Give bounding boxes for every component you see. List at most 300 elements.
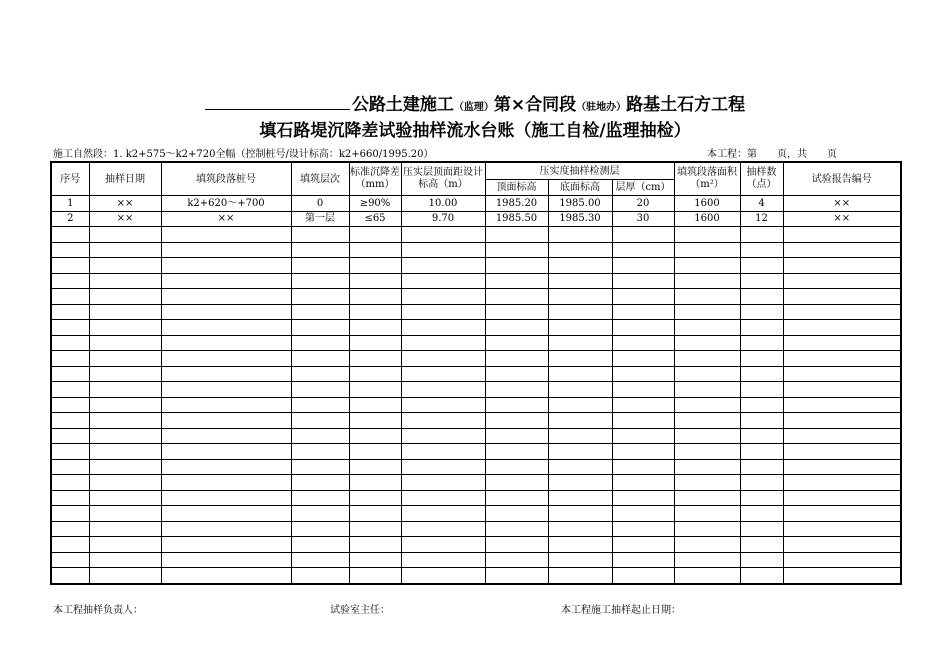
page-title-line1 xyxy=(0,90,950,115)
table-cell xyxy=(291,227,349,243)
ledger-table xyxy=(50,161,902,585)
table-row-empty xyxy=(51,304,901,320)
table-cell xyxy=(89,335,161,351)
table-cell xyxy=(89,413,161,429)
table-cell xyxy=(89,506,161,522)
table-cell xyxy=(740,227,783,243)
table-cell xyxy=(783,475,901,491)
table-row-empty xyxy=(51,382,901,398)
table-cell xyxy=(783,242,901,258)
table-row-empty xyxy=(51,397,901,413)
table-cell xyxy=(740,490,783,506)
table-cell xyxy=(291,366,349,382)
header-count: 抽样数（点） xyxy=(740,162,783,196)
table-cell: ×× xyxy=(161,211,291,227)
table-cell: 1985.30 xyxy=(548,211,612,227)
table-cell xyxy=(674,537,740,553)
table-cell xyxy=(485,475,548,491)
title-small-2: （驻地办） xyxy=(576,102,627,113)
table-cell xyxy=(89,397,161,413)
table-cell xyxy=(612,428,674,444)
table-row-empty xyxy=(51,351,901,367)
table-cell xyxy=(485,289,548,305)
title-main: 公路土建施工 xyxy=(351,95,454,115)
table-cell xyxy=(161,428,291,444)
table-cell xyxy=(740,320,783,336)
table-cell: ×× xyxy=(89,211,161,227)
table-cell xyxy=(291,428,349,444)
table-cell xyxy=(89,475,161,491)
table-cell xyxy=(161,242,291,258)
table-cell xyxy=(485,304,548,320)
table-cell xyxy=(740,444,783,460)
table-cell xyxy=(674,366,740,382)
table-cell xyxy=(161,490,291,506)
table-body xyxy=(51,196,901,584)
table-cell xyxy=(291,506,349,522)
table-cell xyxy=(51,490,89,506)
table-cell xyxy=(161,397,291,413)
table-cell xyxy=(291,397,349,413)
table-cell xyxy=(740,289,783,305)
table-cell xyxy=(485,382,548,398)
table-cell xyxy=(740,273,783,289)
table-cell xyxy=(349,273,401,289)
header-group: 压实度抽样检测层 xyxy=(485,162,674,180)
table-cell xyxy=(485,335,548,351)
table-cell xyxy=(612,413,674,429)
table-cell xyxy=(674,413,740,429)
table-cell xyxy=(612,506,674,522)
table-cell xyxy=(740,351,783,367)
table-cell xyxy=(740,475,783,491)
table-cell xyxy=(401,320,485,336)
table-cell: ≤65 xyxy=(349,211,401,227)
table-cell xyxy=(349,428,401,444)
table-cell xyxy=(740,568,783,584)
table-cell xyxy=(485,552,548,568)
table-cell xyxy=(89,428,161,444)
table-cell xyxy=(349,521,401,537)
table-cell xyxy=(291,537,349,553)
table-row xyxy=(51,211,901,227)
table-cell xyxy=(485,521,548,537)
table-cell xyxy=(485,459,548,475)
table-cell xyxy=(161,475,291,491)
table-cell xyxy=(161,351,291,367)
table-cell xyxy=(612,289,674,305)
table-cell xyxy=(612,351,674,367)
table-cell xyxy=(612,304,674,320)
table-cell xyxy=(349,490,401,506)
table-cell xyxy=(161,382,291,398)
table-cell xyxy=(161,537,291,553)
table-cell xyxy=(548,568,612,584)
table-cell xyxy=(401,227,485,243)
table-cell xyxy=(89,304,161,320)
table-cell: ×× xyxy=(783,196,901,212)
table-cell xyxy=(161,413,291,429)
table-cell xyxy=(783,444,901,460)
table-cell xyxy=(485,351,548,367)
table-cell xyxy=(349,397,401,413)
table-cell xyxy=(89,568,161,584)
table-cell xyxy=(783,537,901,553)
table-cell xyxy=(485,273,548,289)
table-row-empty xyxy=(51,568,901,584)
table-cell xyxy=(89,242,161,258)
table-cell: 20 xyxy=(612,196,674,212)
table-cell xyxy=(401,537,485,553)
table-cell xyxy=(51,382,89,398)
table-cell xyxy=(674,490,740,506)
table-cell xyxy=(89,537,161,553)
table-cell xyxy=(548,366,612,382)
table-cell xyxy=(740,413,783,429)
table-cell xyxy=(740,242,783,258)
table-cell xyxy=(291,289,349,305)
table-row-empty xyxy=(51,366,901,382)
footer-owner: 本工程抽样负责人： xyxy=(53,605,143,616)
table-row-empty xyxy=(51,428,901,444)
table-cell xyxy=(89,490,161,506)
table-cell xyxy=(548,490,612,506)
table-cell xyxy=(740,382,783,398)
table-cell xyxy=(783,397,901,413)
table-row-empty xyxy=(51,444,901,460)
table-cell xyxy=(51,289,89,305)
table-cell xyxy=(485,428,548,444)
table-cell xyxy=(349,366,401,382)
table-cell xyxy=(291,320,349,336)
table-cell xyxy=(485,490,548,506)
table-cell xyxy=(51,475,89,491)
table-cell xyxy=(548,335,612,351)
table-cell xyxy=(612,242,674,258)
table-cell xyxy=(349,413,401,429)
table-cell xyxy=(89,289,161,305)
table-cell xyxy=(161,304,291,320)
table-cell xyxy=(548,413,612,429)
table-cell xyxy=(674,304,740,320)
table-cell xyxy=(349,506,401,522)
table-cell xyxy=(349,382,401,398)
table-row-empty xyxy=(51,506,901,522)
table-cell xyxy=(401,413,485,429)
table-cell xyxy=(51,273,89,289)
table-cell xyxy=(783,366,901,382)
footer-lab: 试验室主任： xyxy=(330,605,390,616)
table-cell: 1600 xyxy=(674,196,740,212)
table-row-empty xyxy=(51,521,901,537)
table-cell xyxy=(548,521,612,537)
table-row-empty xyxy=(51,289,901,305)
table-cell xyxy=(783,289,901,305)
table-cell xyxy=(51,397,89,413)
table-cell xyxy=(349,289,401,305)
title-small-1: （监理） xyxy=(453,102,494,113)
table-cell xyxy=(740,258,783,274)
table-cell xyxy=(740,552,783,568)
table-cell xyxy=(674,335,740,351)
table-cell xyxy=(51,335,89,351)
table-cell xyxy=(161,568,291,584)
header-seq: 序号 xyxy=(51,162,89,196)
table-cell: 4 xyxy=(740,196,783,212)
table-cell: 第一层 xyxy=(291,211,349,227)
table-cell xyxy=(740,506,783,522)
table-cell xyxy=(89,552,161,568)
table-cell xyxy=(485,506,548,522)
table-cell xyxy=(783,568,901,584)
table-cell xyxy=(401,258,485,274)
table-cell xyxy=(349,459,401,475)
table-cell xyxy=(674,289,740,305)
table-cell xyxy=(89,258,161,274)
table-cell xyxy=(783,413,901,429)
table-cell xyxy=(612,537,674,553)
table-cell xyxy=(401,397,485,413)
table-cell xyxy=(674,552,740,568)
header-top-elev: 顶面标高 xyxy=(485,180,548,196)
table-cell xyxy=(89,521,161,537)
table-cell xyxy=(291,335,349,351)
table-cell xyxy=(291,444,349,460)
table-cell xyxy=(612,397,674,413)
header-layer: 填筑层次 xyxy=(291,162,349,196)
table-cell xyxy=(51,258,89,274)
table-row-empty xyxy=(51,335,901,351)
table-row xyxy=(51,196,901,212)
header-area: 填筑段落面积（m²） xyxy=(674,162,740,196)
table-cell xyxy=(612,521,674,537)
footer-dates: 本工程施工抽样起止日期： xyxy=(561,605,681,616)
table-cell xyxy=(548,506,612,522)
table-cell xyxy=(548,242,612,258)
header-bottom-elev: 底面标高 xyxy=(548,180,612,196)
table-row-empty xyxy=(51,273,901,289)
header-dist: 压实层顶面距设计标高（m） xyxy=(401,162,485,196)
table-cell xyxy=(674,242,740,258)
title-blank-line xyxy=(205,95,350,110)
table-cell xyxy=(51,304,89,320)
table-cell xyxy=(485,568,548,584)
table-cell: 9.70 xyxy=(401,211,485,227)
table-cell xyxy=(674,521,740,537)
table-cell xyxy=(401,351,485,367)
table-cell xyxy=(674,459,740,475)
table-cell xyxy=(51,428,89,444)
table-cell: 1985.00 xyxy=(548,196,612,212)
table-cell xyxy=(401,289,485,305)
table-cell xyxy=(89,459,161,475)
table-cell xyxy=(89,273,161,289)
table-cell xyxy=(349,227,401,243)
table-cell xyxy=(51,537,89,553)
table-cell xyxy=(401,568,485,584)
table-cell xyxy=(612,552,674,568)
table-cell: 1985.50 xyxy=(485,211,548,227)
table-cell xyxy=(51,242,89,258)
table-cell xyxy=(401,242,485,258)
table-cell xyxy=(783,506,901,522)
table-cell xyxy=(401,475,485,491)
table-row-empty xyxy=(51,490,901,506)
table-cell xyxy=(401,521,485,537)
table-cell xyxy=(161,521,291,537)
table-cell xyxy=(349,320,401,336)
table-cell xyxy=(291,382,349,398)
table-cell xyxy=(674,382,740,398)
table-cell xyxy=(291,552,349,568)
table-cell xyxy=(485,537,548,553)
table-cell xyxy=(349,258,401,274)
table-cell xyxy=(291,490,349,506)
table-cell xyxy=(612,335,674,351)
table-cell xyxy=(51,227,89,243)
table-cell xyxy=(291,242,349,258)
table-cell xyxy=(161,320,291,336)
table-cell xyxy=(612,320,674,336)
table-cell xyxy=(674,320,740,336)
table-cell xyxy=(674,258,740,274)
table-cell xyxy=(51,366,89,382)
table-cell xyxy=(485,242,548,258)
table-cell xyxy=(89,444,161,460)
table-cell xyxy=(485,258,548,274)
table-cell: 12 xyxy=(740,211,783,227)
table-cell: 30 xyxy=(612,211,674,227)
table-cell xyxy=(548,227,612,243)
table-cell xyxy=(674,227,740,243)
header-station: 填筑段落桩号 xyxy=(161,162,291,196)
table-cell xyxy=(783,273,901,289)
table-cell xyxy=(485,444,548,460)
table-cell xyxy=(783,320,901,336)
table-cell xyxy=(291,459,349,475)
table-cell xyxy=(161,258,291,274)
table-cell xyxy=(783,382,901,398)
table-cell xyxy=(612,366,674,382)
table-cell xyxy=(612,490,674,506)
table-cell xyxy=(548,444,612,460)
table-cell xyxy=(349,304,401,320)
table-cell xyxy=(401,428,485,444)
table-cell xyxy=(674,351,740,367)
table-cell xyxy=(612,568,674,584)
table-cell xyxy=(783,258,901,274)
table-cell xyxy=(612,273,674,289)
table-cell xyxy=(783,351,901,367)
table-cell xyxy=(740,366,783,382)
table-cell xyxy=(740,335,783,351)
table-cell xyxy=(161,506,291,522)
table-cell xyxy=(548,351,612,367)
table-cell xyxy=(740,537,783,553)
table-cell xyxy=(548,552,612,568)
table-cell xyxy=(674,428,740,444)
table-cell: ≥90% xyxy=(349,196,401,212)
table-cell xyxy=(401,552,485,568)
table-cell xyxy=(51,413,89,429)
table-cell: 1985.20 xyxy=(485,196,548,212)
table-cell xyxy=(291,475,349,491)
table-cell xyxy=(740,304,783,320)
table-cell xyxy=(349,568,401,584)
table-cell xyxy=(740,459,783,475)
table-cell xyxy=(89,366,161,382)
table-cell xyxy=(89,382,161,398)
table-cell xyxy=(548,475,612,491)
table-cell xyxy=(783,428,901,444)
table-cell xyxy=(161,335,291,351)
page-count: 本工程：第 页，共 页 xyxy=(707,149,837,160)
table-cell xyxy=(401,444,485,460)
table-cell xyxy=(349,335,401,351)
table-cell xyxy=(548,428,612,444)
table-cell xyxy=(349,444,401,460)
table-cell xyxy=(674,568,740,584)
table-cell xyxy=(161,273,291,289)
table-cell xyxy=(51,521,89,537)
table-cell xyxy=(548,258,612,274)
table-cell xyxy=(548,289,612,305)
header-std-diff: 标准沉降差（mm） xyxy=(349,162,401,196)
table-cell xyxy=(89,227,161,243)
table-cell xyxy=(161,444,291,460)
table-row-empty xyxy=(51,475,901,491)
table-cell xyxy=(674,475,740,491)
header-date: 抽样日期 xyxy=(89,162,161,196)
table-cell xyxy=(674,273,740,289)
table-cell xyxy=(548,304,612,320)
table-row-empty xyxy=(51,227,901,243)
table-cell: ×× xyxy=(783,211,901,227)
table-row-empty xyxy=(51,537,901,553)
table-cell xyxy=(612,444,674,460)
table-cell xyxy=(783,335,901,351)
table-cell xyxy=(783,521,901,537)
table-row-empty xyxy=(51,258,901,274)
table-cell xyxy=(51,444,89,460)
table-cell: 0 xyxy=(291,196,349,212)
header-report: 试验报告编号 xyxy=(783,162,901,196)
table-cell xyxy=(783,552,901,568)
table-cell xyxy=(548,459,612,475)
table-cell: 1600 xyxy=(674,211,740,227)
table-cell xyxy=(401,366,485,382)
table-cell xyxy=(548,537,612,553)
table-cell xyxy=(485,413,548,429)
table-cell xyxy=(161,459,291,475)
table-cell xyxy=(401,459,485,475)
table-cell xyxy=(612,459,674,475)
table-cell xyxy=(349,242,401,258)
table-cell xyxy=(783,304,901,320)
table-cell xyxy=(291,304,349,320)
table-cell xyxy=(485,397,548,413)
table-cell xyxy=(161,227,291,243)
table-cell xyxy=(161,552,291,568)
page-title-line2: 填石路堤沉降差试验抽样流水台账（施工自检/监理抽检） xyxy=(259,121,691,141)
table-cell xyxy=(783,459,901,475)
table-cell xyxy=(401,506,485,522)
table-cell xyxy=(674,444,740,460)
table-cell xyxy=(783,490,901,506)
table-cell xyxy=(548,320,612,336)
table-cell xyxy=(401,273,485,289)
table-cell xyxy=(548,397,612,413)
